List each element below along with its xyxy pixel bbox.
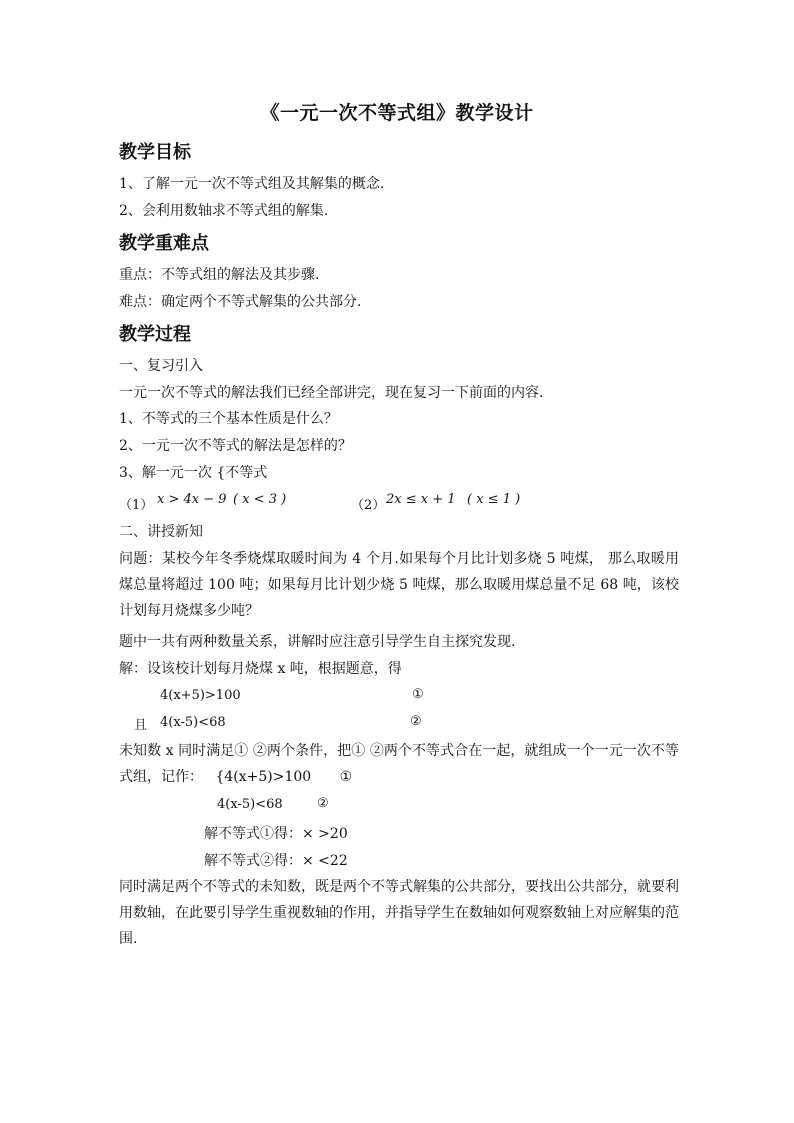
inequality-1: 4(x+5)>100 bbox=[160, 688, 241, 703]
system-line-1: {4(x+5)>100 bbox=[215, 769, 312, 785]
heading-keypoints: 教学重难点 bbox=[119, 233, 209, 254]
inequality-2: 4(x-5)<68 bbox=[160, 715, 226, 730]
and-word: 且 bbox=[134, 718, 148, 733]
exercise-1-label: （1） bbox=[119, 498, 154, 513]
review-subheading: 一、复习引入 bbox=[119, 358, 203, 374]
system-marker-1: ① bbox=[339, 769, 353, 785]
solve-inequality-2: 解不等式②得：× <22 bbox=[204, 853, 348, 869]
heading-goals: 教学目标 bbox=[119, 142, 191, 163]
review-question-3: 3、解一元一次 {不等式 bbox=[119, 465, 268, 481]
combine-text bbox=[119, 738, 679, 790]
combine-sentence: 未知数 x 同时满足① ②两个条件，把① ②两个不等式合在一起，就组成一个一元一次不等式组，记作： bbox=[119, 743, 679, 785]
problem-text: 问题：某校今年冬季烧煤取暖时间为 4 个月.如果每个月比计划多烧 5 吨煤， 那么取暖用煤总量将超过 100 吨；如果每月比计划少烧 5 吨煤，那么取暖用煤总量不足 68 吨，该校计划每月烧煤多少吨？ bbox=[119, 551, 679, 619]
review-question-1: 1、不等式的三个基本性质是什么？ bbox=[119, 411, 338, 427]
review-intro: 一元一次不等式的解法我们已经全部讲完，现在复习一下前面的内容. bbox=[119, 385, 544, 401]
solution-intro: 解：设该校计划每月烧煤 x 吨，根据题意，得 bbox=[119, 661, 402, 677]
solve-inequality-1: 解不等式①得：× >20 bbox=[204, 826, 348, 842]
conclusion-text: 同时满足两个不等式的未知数，既是两个不等式解集的公共部分，要找出公共部分，就要利用数轴，在此要引导学生重视数轴的作用，并指导学生在数轴如何观察数轴上对应解集的范围. bbox=[119, 879, 679, 947]
heading-process: 教学过程 bbox=[119, 324, 191, 345]
difficulty-text: 难点：确定两个不等式解集的公共部分. bbox=[119, 294, 362, 310]
relation-text: 题中一共有两种数量关系，讲解时应注意引导学生自主探究发现. bbox=[119, 634, 516, 650]
document-title: 《一元一次不等式组》教学设计 bbox=[260, 102, 534, 124]
system-marker-2: ② bbox=[317, 796, 329, 811]
system-line-2: 4(x-5)<68 bbox=[217, 797, 283, 812]
exercise-2-answer: ( x ≤ 1 ) bbox=[467, 492, 521, 507]
exercise-1-answer: ( x < 3 ) bbox=[233, 492, 287, 507]
goal-item-2: 2、会利用数轴求不等式组的解集. bbox=[119, 203, 329, 219]
goal-item-1: 1、了解一元一次不等式组及其解集的概念. bbox=[119, 176, 385, 192]
inequality-1-marker: ① bbox=[412, 687, 424, 702]
exercise-1-expression: x > 4x − 9 bbox=[157, 492, 227, 507]
inequality-2-marker: ② bbox=[410, 714, 422, 729]
exercise-2-label: （2） bbox=[351, 498, 386, 513]
new-subheading: 二、讲授新知 bbox=[119, 524, 203, 540]
exercise-2-expression: 2x ≤ x + 1 bbox=[386, 492, 456, 507]
focus-text: 重点：不等式组的解法及其步骤. bbox=[119, 267, 320, 283]
review-question-2: 2、一元一次不等式的解法是怎样的？ bbox=[119, 438, 352, 454]
